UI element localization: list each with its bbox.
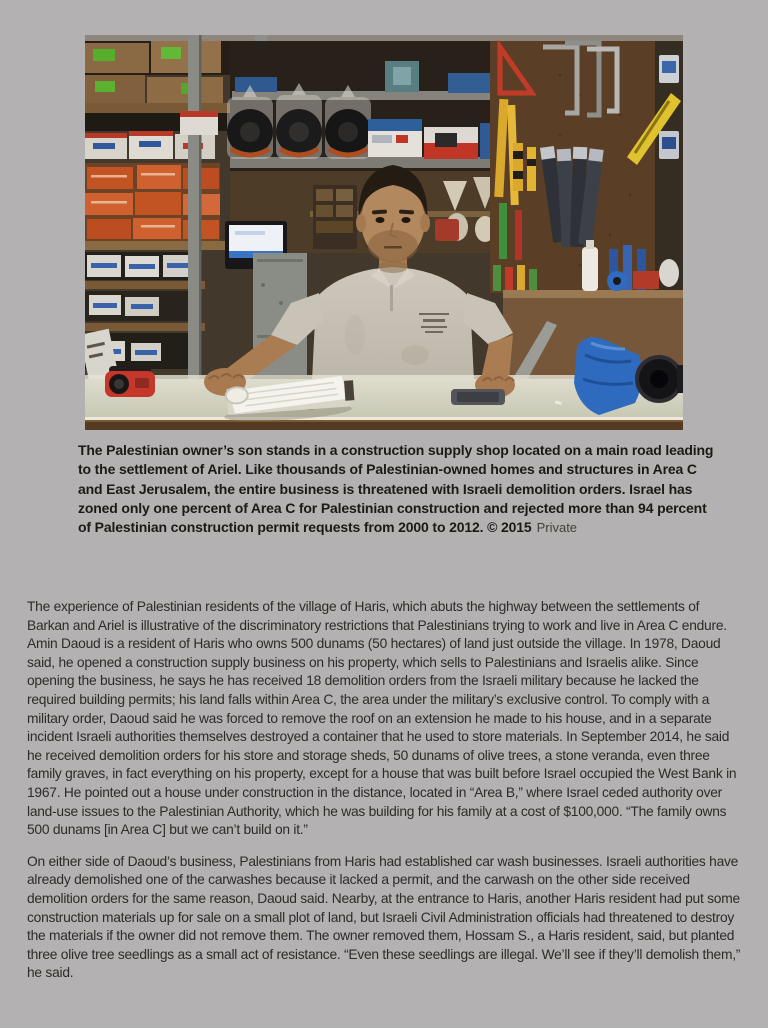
white-bottle [582, 247, 598, 291]
wrapped-coil-bags [227, 83, 371, 159]
cardboard-boxes [85, 41, 223, 103]
small-boxes-left-of-head [313, 185, 357, 249]
cord-spool [659, 259, 679, 287]
article-paragraph-2: On either side of Daoud’s business, Palestinians from Haris had established car wash businesses. Israeli authorities have already demolished one of the carwashes because it lacked a permit, and the carwash on the other side received demolition orders for the same reason, Daoud said. Nearby, at the entrance to Haris, another Haris resident had put some construction materials up for sale on a small plot of land, but Israeli Civil Administration officials had threatened to destroy the materials if the owner did not remove them. The owner removed them, Hossam S., a Haris resident, said, but planted three olive tree seedlings as a small act of resistance. “Even these seedlings are illegal. We’ll see if they’ll demolish them,” he said. [27, 853, 741, 981]
polo-shirt [312, 267, 474, 381]
photo-construction-supply-shop [85, 35, 683, 430]
shop-photo-illustration [85, 35, 683, 430]
photo-credit: Private [536, 520, 578, 536]
article-paragraph-1: The experience of Palestinian residents of the village of Haris, which abuts the highway between the settlements of Barkan and Ariel is illustrative of the discriminatory restrictions that Palestinians trying to work and live in Area C endure. Amin Daoud is a resident of Haris who owns 500 dunams (50 hectares) of land just outside the village. In 1978, Daoud said, he opened a construction supply business on his property, which sells to Palestinians and Israelis alike. Since opening the business, he says he has received 18 demolition orders from the Israeli military because he lacked the required building permits; his land falls within Area C, the area under the military’s exclusive control. To comply with a military order, Daoud said he was forced to remove the roof on an extension he made to his house, and in a separate incident Israeli authorities themselves destroyed a container that he used to store materials. In September 2014, he said he received demolition orders for his store and storage sheds, 50 dunams of olive trees, a stone veranda, even three family graves, in fact everything on his property, except for a house that was built before Israel occupied the West Bank in 1967. He pointed out a house under construction in the distance, located in “Area B,” where Israel ceded authority over land-use issues to the Palestinian Authority, which he was building for his family at a cost of $100,000. “The family owns 500 dunams [in Area C] but we can’t build on it.” [27, 599, 737, 838]
article-body [27, 598, 744, 996]
calculator-tray [451, 389, 505, 405]
photo-caption-text: The Palestinian owner’s son stands in a construction supply shop located on a main road leading to the settlement of Ariel. Like thousands of Palestinian-owned homes and structures in Area C and East Jerusalem, the entire business is threatened with Israeli demolition orders. Israel has zoned only one percent of Area C for Palestinian construction and rejected more than 94 percent of Palestinian construction permit requests from 2000 to 2012. © 2015 [78, 442, 714, 536]
radio [105, 366, 155, 397]
pipe-fitting [637, 357, 683, 401]
blue-box [448, 73, 490, 93]
photo-caption [78, 441, 722, 537]
